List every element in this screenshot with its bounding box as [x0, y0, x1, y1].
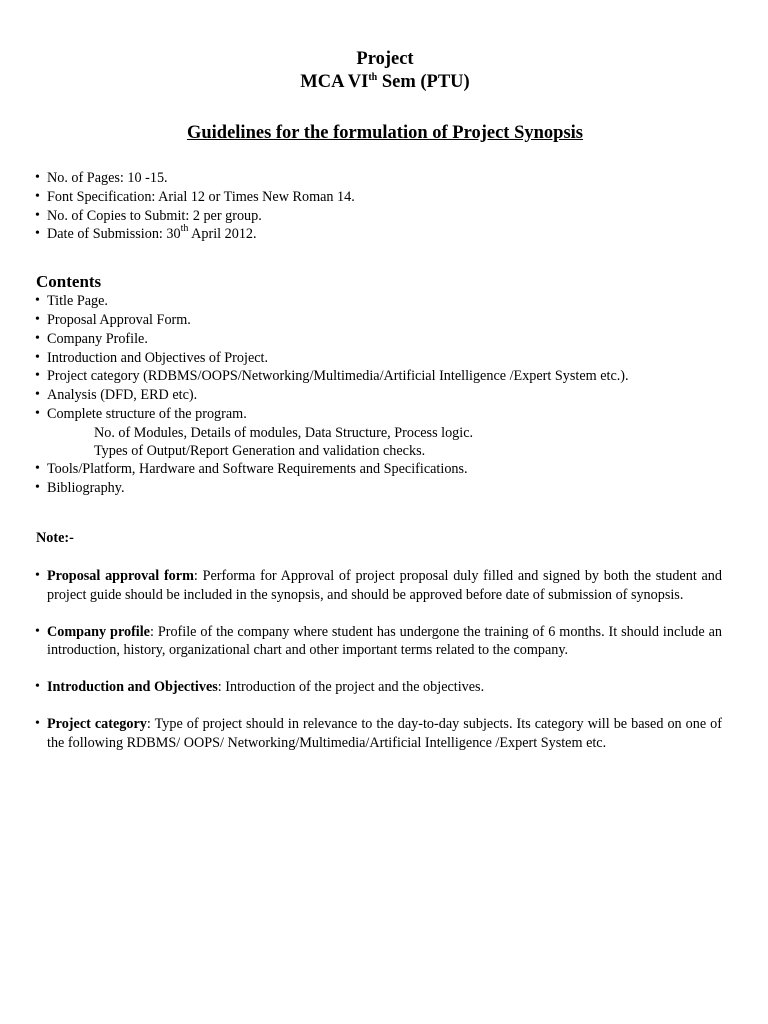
spec-list	[36, 169, 722, 244]
document-header	[36, 48, 722, 94]
contents-item: • Proposal Approval Form.	[36, 311, 722, 330]
contents-item: • Title Page.	[36, 292, 722, 311]
contents-title: Contents	[36, 272, 102, 292]
note-item	[36, 623, 722, 660]
contents-item: • Complete structure of the program.	[36, 405, 722, 424]
contents-item: • Project category (RDBMS/OOPS/Networking/Multimedia/Artificial Intelligence /Expert System etc.).	[36, 367, 722, 386]
course-heading	[48, 71, 722, 94]
contents-list	[36, 292, 722, 424]
spec-date-sup: th	[180, 223, 189, 235]
spec-date-suffix: April 2012.	[188, 226, 257, 243]
note-term: Company profile	[47, 623, 150, 640]
contents-item: • Tools/Platform, Hardware and Software Requirements and Specifications.	[36, 460, 722, 479]
course-sup: th	[368, 72, 378, 83]
note-item	[36, 678, 722, 697]
course-suffix: Sem (PTU)	[377, 72, 470, 92]
note-text: : Type of project should in relevance to the day-to-day subjects. Its category will be based on one of the following RDBMS/ OOPS/ Networking/Multimedia/Artificial Intelligence /Expert System etc.	[47, 716, 723, 751]
project-heading: Project	[356, 49, 414, 69]
contents-item: • Introduction and Objectives of Project.	[36, 349, 722, 368]
contents-sub-item: No. of Modules, Details of modules, Data Structure, Process logic.	[94, 424, 474, 441]
note-text: : Introduction of the project and the objectives.	[217, 679, 485, 696]
contents-list-tail	[36, 460, 722, 498]
note-term: Project category	[47, 716, 147, 733]
note-title: Note:-	[36, 530, 74, 547]
note-item	[36, 715, 722, 752]
contents-item: • Bibliography.	[36, 479, 722, 498]
spec-date-prefix: Date of Submission: 30	[47, 226, 181, 243]
note-item	[36, 567, 722, 604]
note-text: : Profile of the company where student has undergone the training of 6 months. It should include an introduction, history, organizational chart and other important terms related to the company.	[47, 623, 722, 659]
note-term: Proposal approval form	[47, 568, 194, 585]
contents-item: • Analysis (DFD, ERD etc).	[36, 386, 722, 405]
contents-item: • Company Profile.	[36, 330, 722, 349]
contents-sub-item: Types of Output/Report Generation and validation checks.	[94, 442, 426, 459]
note-term: Introduction and Objectives	[47, 679, 218, 696]
spec-copies: • No. of Copies to Submit: 2 per group.	[36, 207, 722, 226]
guidelines-title: Guidelines for the formulation of Project Synopsis	[186, 123, 584, 143]
spec-pages: • No. of Pages: 10 -15.	[36, 169, 722, 188]
note-text: : Performa for Approval of project proposal duly filled and signed by both the student and project guide should be included in the synopsis, and should be approved before date of submission of synopsis.	[47, 568, 722, 603]
course-prefix: MCA VI	[300, 72, 369, 92]
note-list	[36, 567, 722, 752]
spec-font: • Font Specification: Arial 12 or Times New Roman 14.	[36, 188, 722, 207]
spec-date	[36, 225, 722, 244]
